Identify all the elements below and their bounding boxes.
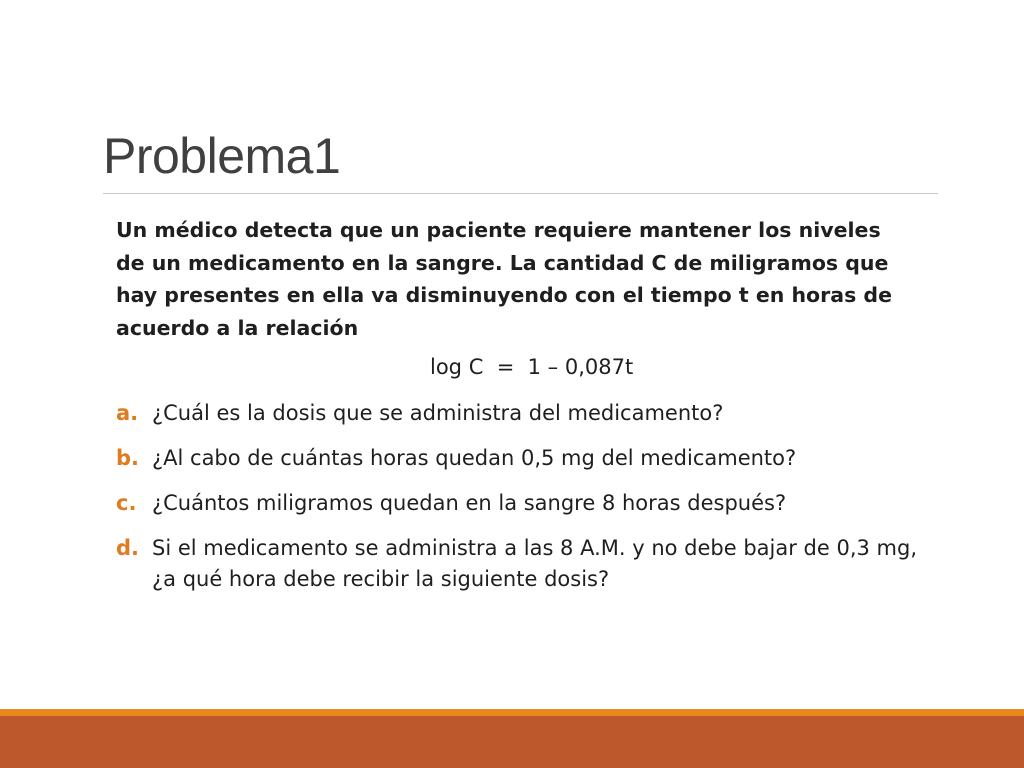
question-text: ¿Cuántos miligramos quedan en la sangre 8 horas después?: [152, 491, 787, 516]
title-divider: [103, 193, 938, 194]
question-text: ¿Al cabo de cuántas horas quedan 0,5 mg del medicamento?: [152, 446, 797, 471]
question-item-c: [116, 488, 936, 519]
question-item-a: [116, 398, 936, 429]
footer-band: [0, 716, 1024, 768]
question-text: Si el medicamento se administra a las 8 A.M. y no debe bajar de 0,3 mg, ¿a qué hora debe recibir la siguiente dosis?: [152, 536, 918, 592]
question-list: [116, 398, 936, 595]
formula: log C = 1 – 0,087t: [430, 355, 634, 380]
question-letter: b.: [116, 446, 140, 471]
question-letter: d.: [116, 536, 140, 561]
slide-title: Problema1: [103, 128, 341, 184]
problem-image-content: [116, 214, 936, 609]
question-letter: a.: [116, 401, 139, 426]
problem-statement: Un médico detecta que un paciente requiere mantener los niveles de un medicamento en la sangre. La cantidad C de miligramos que hay presentes en ella va disminuyendo con el tiempo t en horas de acuerdo a la relación: [116, 218, 892, 340]
question-letter: c.: [116, 491, 137, 516]
question-text: ¿Cuál es la dosis que se administra del medicamento?: [152, 401, 724, 426]
footer-accent-line: [0, 709, 1024, 716]
question-item-d: [116, 533, 936, 595]
question-item-b: [116, 443, 936, 474]
